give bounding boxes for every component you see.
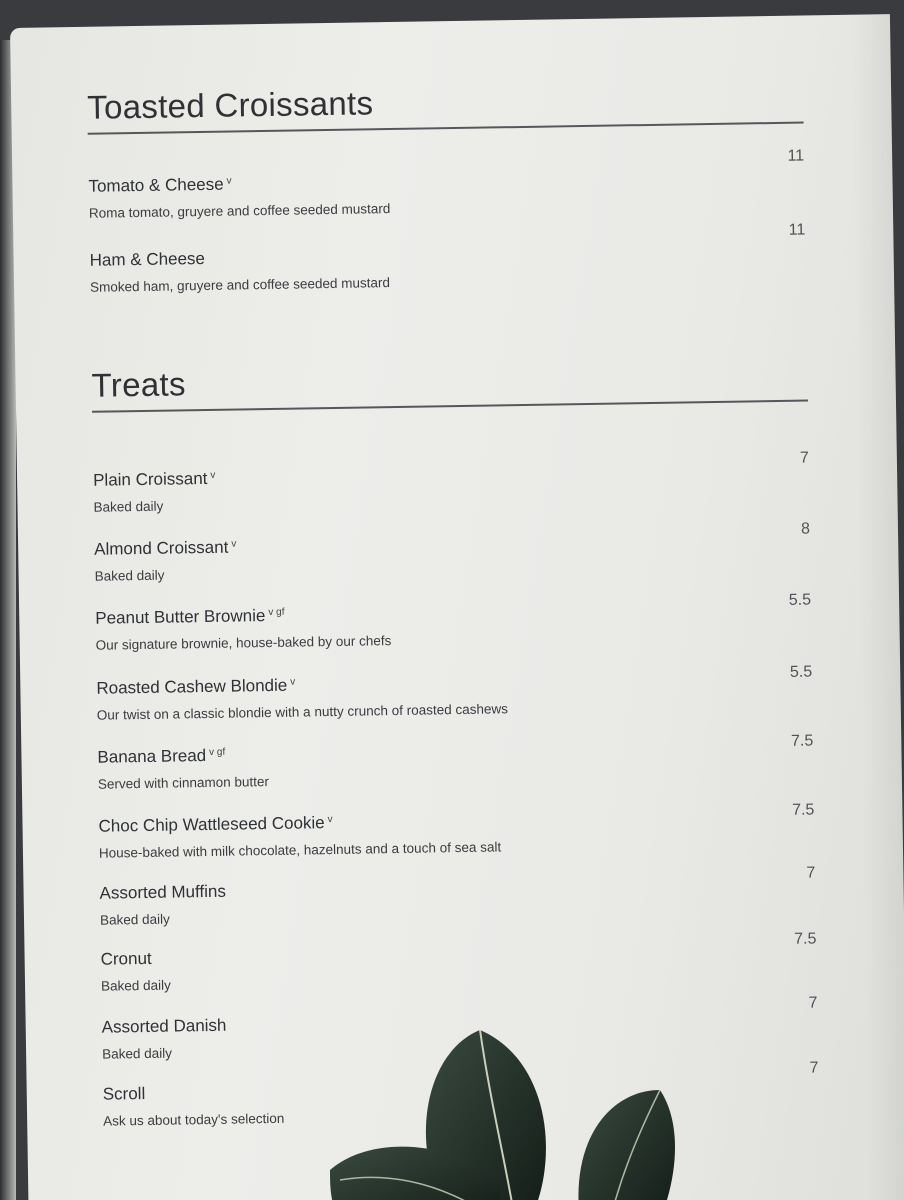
menu-item [98,801,815,861]
item-price: 5.5 [788,591,812,609]
item-price: 11 [788,221,806,239]
item-description: House-baked with milk chocolate, hazelnuts and a touch of sea salt [98,839,502,861]
item-price: 7 [806,864,816,882]
page-shading [850,14,904,1200]
dietary-mark: v [210,469,216,481]
item-name: Almond Croissant [94,537,229,559]
menu-item [88,147,805,221]
item-name: Plain Croissant [92,468,208,490]
menu-item [100,930,817,994]
item-description: Baked daily [102,1045,173,1062]
item-name: Assorted Muffins [99,881,227,903]
menu-item [97,732,814,792]
item-description: Served with cinnamon butter [97,774,270,792]
section-treats [91,356,819,1129]
section-title: Toasted Croissants [86,84,374,126]
item-description: Our twist on a classic blondie with a nutty crunch of roasted cashews [96,701,509,723]
item-description: Roma tomato, gruyere and coffee seeded mustard [88,201,391,221]
item-name: Assorted Danish [101,1015,227,1037]
item-description: Baked daily [100,977,171,994]
item-description: Baked daily [93,498,164,515]
item-description: Baked daily [94,567,165,584]
item-price: 7.5 [790,732,814,750]
item-price: 11 [787,147,805,165]
menu-item [89,221,807,295]
item-price: 7 [809,1059,819,1077]
item-description: Smoked ham, gruyere and coffee seeded mustard [89,275,391,295]
menu-item [94,520,811,584]
item-name: Peanut Butter Brownie [95,606,266,628]
dietary-mark: v [231,538,237,550]
item-description: Our signature brownie, house-baked by our chefs [95,633,392,653]
dietary-mark: v [290,676,296,688]
item-price: 7.5 [792,801,815,819]
item-name: Banana Bread [97,746,207,767]
item-description: Ask us about today's selection [103,1110,285,1129]
dietary-mark: v [226,175,232,187]
item-name: Cronut [100,948,152,969]
item-name: Scroll [102,1084,146,1104]
item-name: Tomato & Cheese [88,174,224,196]
item-price: 7.5 [794,930,817,948]
dietary-mark: v [327,813,333,825]
item-price: 5.5 [789,663,813,681]
menu-item [92,449,810,515]
dietary-mark: v gf [268,606,285,618]
item-price: 7 [799,449,809,467]
section-title: Treats [91,365,187,404]
item-description: Baked daily [99,911,170,928]
rubber-plant-leaves-icon [330,1020,710,1200]
menu-item [99,864,816,928]
item-price: 8 [800,520,811,538]
item-price: 7 [808,994,818,1012]
menu-item [95,591,812,653]
menu-item [96,663,813,723]
dietary-mark: v gf [209,746,226,758]
item-name: Ham & Cheese [89,248,206,270]
item-name: Choc Chip Wattleseed Cookie [98,813,325,836]
section-toasted-croissants [86,78,806,295]
item-name: Roasted Cashew Blondie [96,675,288,698]
